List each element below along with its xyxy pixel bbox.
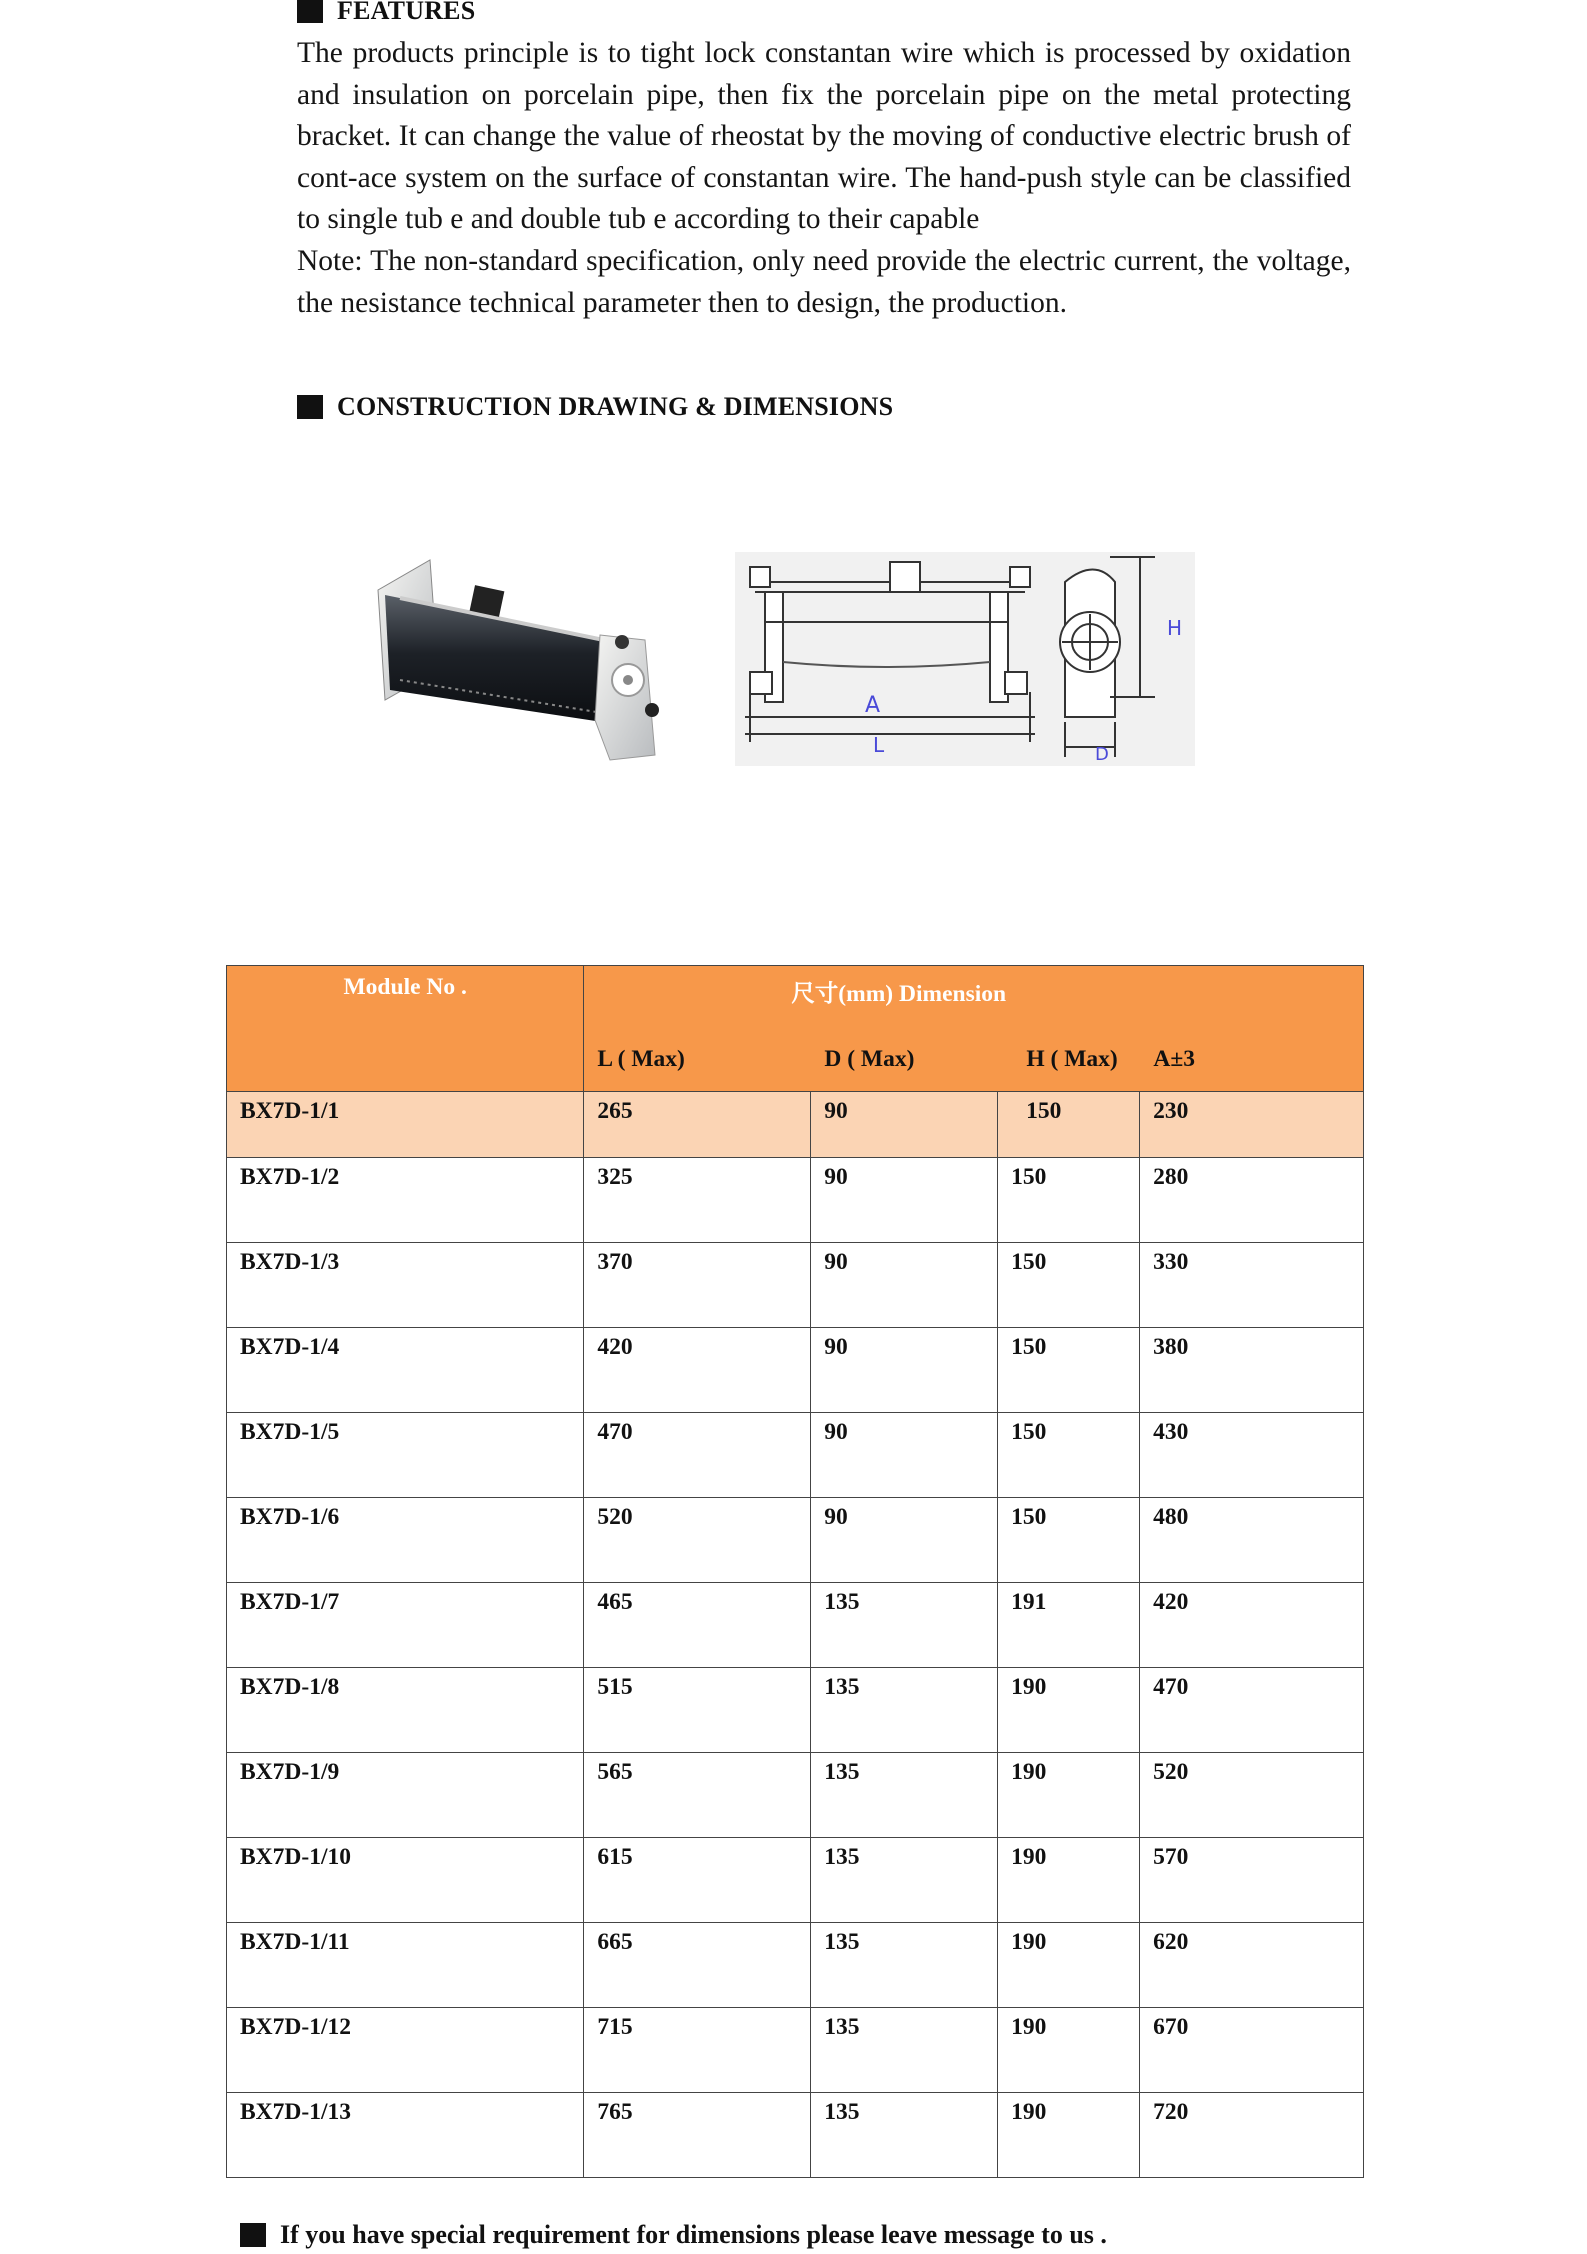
a-cell: 480 — [1140, 1498, 1364, 1583]
d-max-cell: 135 — [811, 1923, 998, 2008]
a-cell: 570 — [1140, 1838, 1364, 1923]
features-heading — [297, 0, 475, 26]
table-body — [227, 1092, 1364, 2178]
h-max-cell: 190 — [998, 1668, 1140, 1753]
features-paragraph — [297, 33, 1351, 324]
dimension-label-l: L — [873, 733, 885, 757]
a-cell: 670 — [1140, 2008, 1364, 2093]
square-bullet-icon — [297, 395, 323, 419]
d-max-cell: 90 — [811, 1243, 998, 1328]
footer-text: If you have special requirement for dimensions please leave message to us . — [280, 2220, 1107, 2249]
table-row — [227, 2008, 1364, 2093]
module-no-cell: BX7D-1/12 — [227, 2008, 584, 2093]
a-cell: 380 — [1140, 1328, 1364, 1413]
square-bullet-icon — [240, 2223, 266, 2247]
d-max-cell: 135 — [811, 1838, 998, 1923]
table-row — [227, 1583, 1364, 1668]
dimension-header: 尺寸(mm) Dimension — [791, 981, 1007, 1007]
table-row — [227, 1328, 1364, 1413]
table-header-row — [227, 966, 1364, 1092]
a-cell: 420 — [1140, 1583, 1364, 1668]
l-max-cell: 370 — [584, 1243, 811, 1328]
d-max-cell: 135 — [811, 1583, 998, 1668]
col-l-max: L ( Max) — [597, 1046, 685, 1072]
table-row — [227, 1923, 1364, 2008]
dimension-subheaders — [584, 1046, 1363, 1073]
module-header: Module No . — [343, 974, 467, 1000]
l-max-cell: 470 — [584, 1413, 811, 1498]
module-no-cell: BX7D-1/3 — [227, 1243, 584, 1328]
dimension-label-h: H — [1167, 616, 1183, 640]
module-no-cell: BX7D-1/8 — [227, 1668, 584, 1753]
table-row — [227, 1753, 1364, 1838]
l-max-cell: 765 — [584, 2093, 811, 2178]
col-d-max: D ( Max) — [824, 1046, 915, 1072]
rheostat-product-photo — [360, 550, 670, 770]
table-row — [227, 1158, 1364, 1243]
h-max-cell: 150 — [998, 1498, 1140, 1583]
features-description: The products principle is to tight lock constantan wire which is processed by oxidation and insulation on porcelain pipe, then fix the porcelain pipe on the metal protecting bracket. It can change the value of rheostat by the moving of conductive electric brush of cont-ace system on the surface of constantan wire. The hand-push style can be classified to single tub e and double tub e according to their capable — [297, 37, 1351, 236]
h-max-cell: 190 — [998, 2008, 1140, 2093]
module-no-cell: BX7D-1/1 — [227, 1092, 584, 1158]
l-max-cell: 325 — [584, 1158, 811, 1243]
a-cell: 620 — [1140, 1923, 1364, 2008]
a-cell: 720 — [1140, 2093, 1364, 2178]
table-row — [227, 1668, 1364, 1753]
construction-heading-text: CONSTRUCTION DRAWING & DIMENSIONS — [337, 392, 894, 421]
dimension-header-cell — [584, 966, 1364, 1092]
a-cell: 230 — [1140, 1092, 1364, 1158]
module-no-cell: BX7D-1/11 — [227, 1923, 584, 2008]
l-max-cell: 715 — [584, 2008, 811, 2093]
d-max-cell: 90 — [811, 1413, 998, 1498]
d-max-cell: 90 — [811, 1328, 998, 1413]
table-row — [227, 1092, 1364, 1158]
a-cell: 330 — [1140, 1243, 1364, 1328]
l-max-cell: 265 — [584, 1092, 811, 1158]
module-no-cell: BX7D-1/10 — [227, 1838, 584, 1923]
h-max-cell: 150 — [998, 1092, 1140, 1158]
col-h-max: H ( Max) — [1026, 1046, 1118, 1072]
module-no-cell: BX7D-1/4 — [227, 1328, 584, 1413]
module-no-cell: BX7D-1/2 — [227, 1158, 584, 1243]
table-row — [227, 1413, 1364, 1498]
a-cell: 520 — [1140, 1753, 1364, 1838]
col-a-tolerance: A±3 — [1153, 1046, 1195, 1072]
module-header-cell — [227, 966, 584, 1092]
h-max-cell: 150 — [998, 1328, 1140, 1413]
d-max-cell: 90 — [811, 1158, 998, 1243]
features-heading-text: FEATURES — [337, 0, 476, 25]
h-max-cell: 150 — [998, 1413, 1140, 1498]
d-max-cell: 135 — [811, 1753, 998, 1838]
l-max-cell: 420 — [584, 1328, 811, 1413]
h-max-cell: 190 — [998, 1923, 1140, 2008]
dimension-table — [226, 965, 1364, 2178]
l-max-cell: 520 — [584, 1498, 811, 1583]
d-max-cell: 135 — [811, 1668, 998, 1753]
module-no-cell: BX7D-1/7 — [227, 1583, 584, 1668]
footer-note — [240, 2220, 1107, 2250]
l-max-cell: 615 — [584, 1838, 811, 1923]
construction-heading — [297, 392, 893, 422]
module-no-cell: BX7D-1/13 — [227, 2093, 584, 2178]
square-bullet-icon — [297, 0, 323, 23]
h-max-cell: 150 — [998, 1158, 1140, 1243]
h-max-cell: 150 — [998, 1243, 1140, 1328]
h-max-cell: 190 — [998, 1753, 1140, 1838]
table-row — [227, 2093, 1364, 2178]
construction-drawing — [735, 552, 1195, 766]
table-row — [227, 1838, 1364, 1923]
d-max-cell: 135 — [811, 2093, 998, 2178]
d-max-cell: 90 — [811, 1498, 998, 1583]
module-no-cell: BX7D-1/9 — [227, 1753, 584, 1838]
l-max-cell: 465 — [584, 1583, 811, 1668]
a-cell: 470 — [1140, 1668, 1364, 1753]
a-cell: 430 — [1140, 1413, 1364, 1498]
l-max-cell: 665 — [584, 1923, 811, 2008]
h-max-cell: 191 — [998, 1583, 1140, 1668]
h-max-cell: 190 — [998, 2093, 1140, 2178]
table-row — [227, 1498, 1364, 1583]
dimension-label-d: D — [1095, 744, 1109, 765]
h-max-cell: 190 — [998, 1838, 1140, 1923]
d-max-cell: 135 — [811, 2008, 998, 2093]
dimension-label-a: A — [865, 693, 881, 718]
l-max-cell: 565 — [584, 1753, 811, 1838]
a-cell: 280 — [1140, 1158, 1364, 1243]
module-no-cell: BX7D-1/5 — [227, 1413, 584, 1498]
l-max-cell: 515 — [584, 1668, 811, 1753]
features-note: Note: The non-standard specification, only need provide the electric current, the voltage, the nesistance technical parameter then to design, the production. — [297, 244, 1351, 319]
d-max-cell: 90 — [811, 1092, 998, 1158]
module-no-cell: BX7D-1/6 — [227, 1498, 584, 1583]
table-row — [227, 1243, 1364, 1328]
